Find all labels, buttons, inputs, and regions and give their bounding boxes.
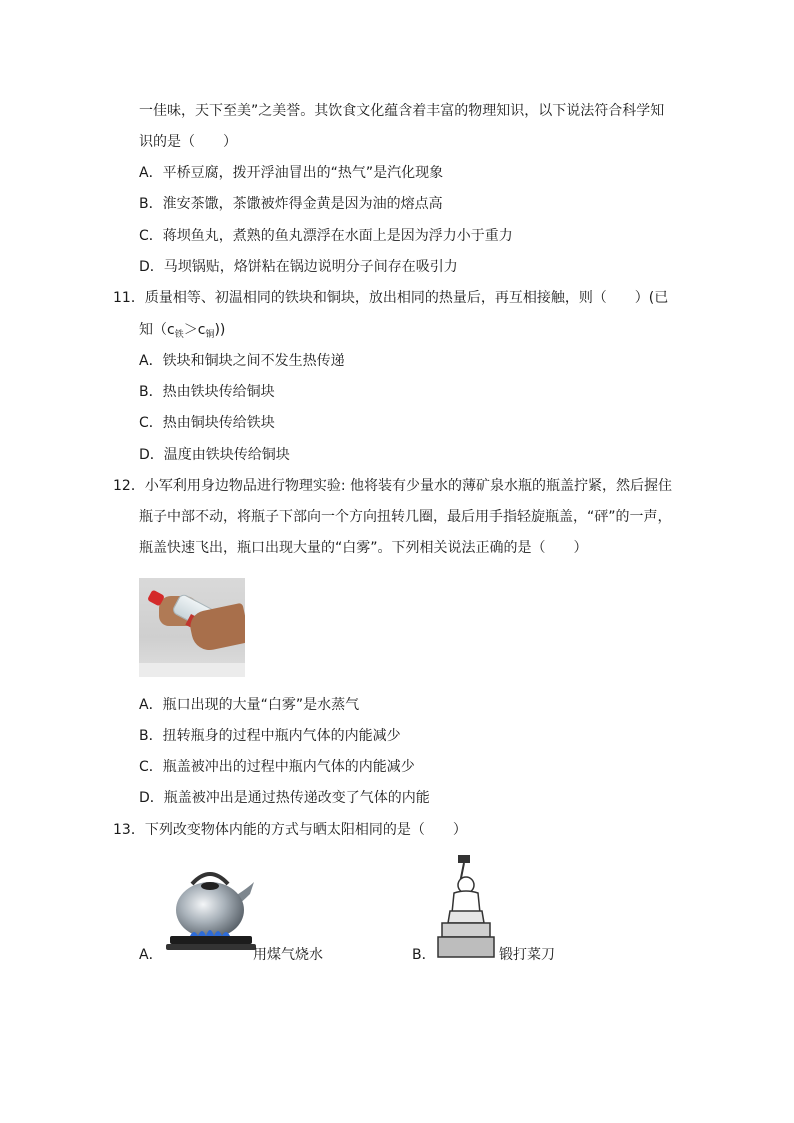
- subscript-iron: 铁: [174, 330, 184, 340]
- question-10-option-c: C．蒋坝鱼丸，煮熟的鱼丸漂浮在水面上是因为浮力小于重力: [139, 228, 513, 244]
- question-13-option-b-letter: B．: [412, 947, 436, 963]
- question-13-option-a-letter: A．: [139, 947, 163, 963]
- q11-prefix: 知（c: [139, 322, 175, 338]
- blacksmith-forging-icon: [436, 853, 496, 959]
- question-13-option-a-caption: 用煤气烧水: [253, 947, 323, 963]
- question-10-option-b: B．淮安茶馓，茶馓被炸得金黄是因为油的熔点高: [139, 196, 443, 212]
- question-13-option-b-caption: 锻打菜刀: [499, 947, 555, 963]
- bottle-experiment-photo: [139, 578, 245, 677]
- question-12-stem-line-3: 瓶盖快速飞出，瓶口出现大量的“白雾”。下列相关说法正确的是（ ）: [139, 540, 588, 556]
- question-12-stem-line-2: 瓶子中部不动，将瓶子下部向一个方向扭转几圈，最后用手指轻旋瓶盖，“砰”的一声，: [139, 509, 672, 525]
- question-13-stem: 13．下列改变物体内能的方式与晒太阳相同的是（ ）: [113, 822, 467, 838]
- question-10-option-a: A．平桥豆腐，拨开浮油冒出的“热气”是汽化现象: [139, 165, 444, 181]
- question-10-stem-line-1: 一佳味，天下至美”之美誉。其饮食文化蕴含着丰富的物理知识，以下说法符合科学知: [139, 103, 665, 119]
- question-11-option-c: C．热由铜块传给铁块: [139, 415, 275, 431]
- question-12-stem-line-1: 12．小军利用身边物品进行物理实验: 他将装有少量水的薄矿泉水瓶的瓶盖拧紧，然后握住: [113, 478, 672, 494]
- question-10-option-d: D．马坝锅贴，烙饼粘在锅边说明分子间存在吸引力: [139, 259, 458, 275]
- question-12-option-b: B．扭转瓶身的过程中瓶内气体的内能减少: [139, 728, 401, 744]
- question-12-option-d: D．瓶盖被冲出是通过热传递改变了气体的内能: [139, 790, 430, 806]
- question-11-stem-line-1: 11．质量相等、初温相同的铁块和铜块，放出相同的热量后，再互相接触，则（ ）(已: [113, 290, 669, 306]
- question-11-option-a: A．铁块和铜块之间不发生热传递: [139, 353, 345, 369]
- subscript-copper: 铜: [205, 330, 215, 340]
- photo-floor: [139, 663, 245, 677]
- question-11-option-d: D．温度由铁块传给铜块: [139, 447, 290, 463]
- question-12-option-a: A．瓶口出现的大量“白雾”是水蒸气: [139, 697, 360, 713]
- question-10-stem-line-2: 识的是（ ）: [139, 134, 237, 150]
- q11-suffix: )): [214, 322, 226, 338]
- q11-greater-than: ＞c: [183, 322, 206, 338]
- kettle-on-gas-stove-icon: [162, 862, 258, 954]
- question-12-option-c: C．瓶盖被冲出的过程中瓶内气体的内能减少: [139, 759, 415, 775]
- question-11-stem-line-2: [139, 320, 225, 345]
- question-11-option-b: B．热由铁块传给铜块: [139, 384, 275, 400]
